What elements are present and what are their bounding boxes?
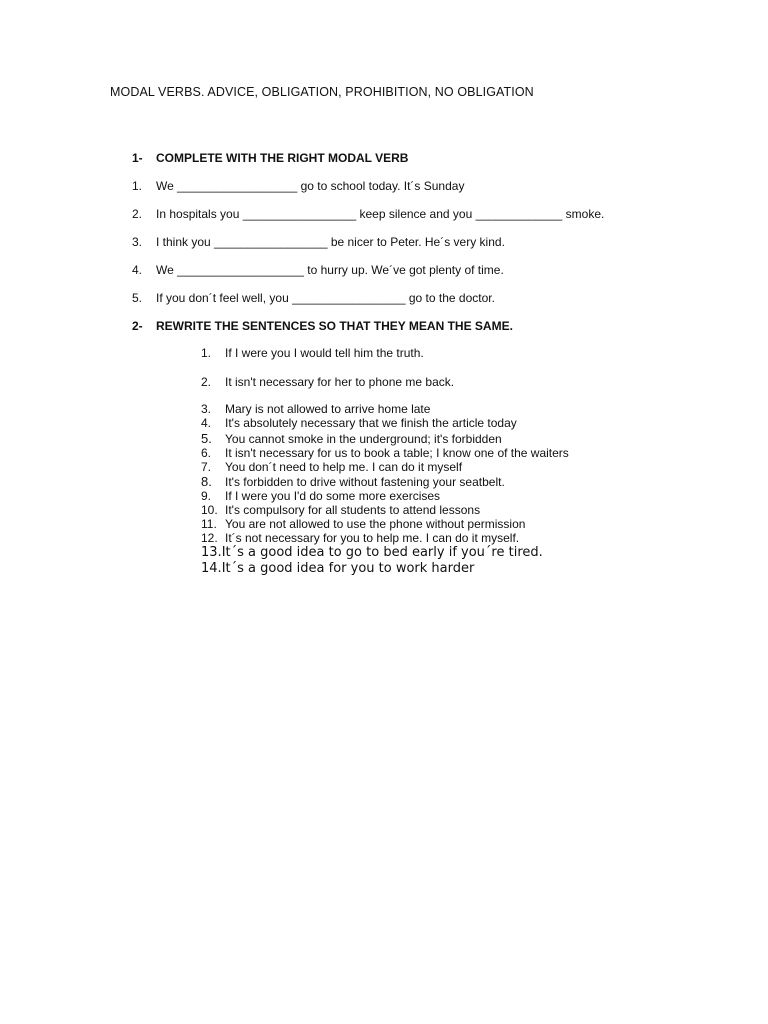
exercise-2-item — [201, 460, 462, 474]
exercise-2-item — [201, 489, 440, 503]
section-1-heading — [132, 151, 408, 165]
item-number: 4. — [132, 263, 143, 277]
item-number: 4. — [201, 416, 212, 430]
exercise-2-item — [201, 346, 424, 360]
item-text: If I were you I would tell him the truth. — [225, 346, 424, 360]
item-text: It's absolutely necessary that we finish the article today — [225, 416, 517, 430]
page-title: MODAL VERBS. ADVICE, OBLIGATION, PROHIBITION, NO OBLIGATION — [110, 85, 534, 99]
item-text: It's compulsory for all students to attend lessons — [225, 503, 481, 517]
exercise-1-item — [132, 263, 504, 277]
item-text: We ___________________ to hurry up. We´ve got plenty of time. — [156, 263, 504, 277]
exercise-2-item — [201, 531, 519, 545]
exercise-1-item — [132, 179, 464, 193]
exercise-2-item — [201, 402, 430, 416]
exercise-1-item — [132, 207, 604, 221]
item-number: 14. — [201, 561, 222, 576]
item-number: 11. — [201, 517, 217, 531]
exercise-2-item — [201, 431, 502, 446]
item-text: I think you _________________ be nicer to Peter. He´s very kind. — [156, 235, 505, 249]
item-text: Mary is not allowed to arrive home late — [225, 402, 431, 416]
item-number: 6. — [201, 446, 212, 460]
item-number: 2. — [132, 207, 143, 221]
item-number: 8. — [201, 474, 212, 489]
exercise-1-item — [132, 291, 495, 305]
item-number: 12. — [201, 531, 218, 545]
item-number: 3. — [201, 402, 212, 416]
exercise-2-item — [201, 446, 569, 460]
item-text: It´s a good idea to go to bed early if you´re tired. — [221, 545, 543, 560]
item-text: It isn't necessary for her to phone me back. — [225, 375, 455, 389]
exercise-2-item — [201, 416, 517, 430]
section-2-heading — [132, 319, 513, 333]
item-text: It´s not necessary for you to help me. I can do it myself. — [225, 531, 520, 545]
item-number: 9. — [201, 489, 212, 503]
item-text: You don´t need to help me. I can do it myself — [225, 460, 463, 474]
section-1-number: 1- — [132, 151, 143, 165]
exercise-2-item — [201, 517, 525, 531]
section-1-title: COMPLETE WITH THE RIGHT MODAL VERB — [156, 151, 409, 165]
section-2-number: 2- — [132, 319, 143, 333]
item-text: It´s a good idea for you to work harder — [221, 561, 475, 576]
item-text: You cannot smoke in the underground; it's forbidden — [225, 432, 502, 446]
item-number: 1. — [132, 179, 143, 193]
item-text: It's forbidden to drive without fastening your seatbelt. — [225, 475, 505, 489]
item-number: 13. — [201, 545, 222, 560]
exercise-2-item — [201, 545, 543, 560]
item-number: 5. — [132, 291, 143, 305]
item-text: If I were you I'd do some more exercises — [225, 489, 441, 503]
exercise-2-item — [201, 561, 474, 576]
item-text: You are not allowed to use the phone without permission — [225, 517, 526, 531]
item-text: If you don´t feel well, you _________________ go to the doctor. — [156, 291, 495, 305]
exercise-2-item — [201, 503, 480, 517]
item-text: We __________________ go to school today. It´s Sunday — [156, 179, 465, 193]
exercise-1-item — [132, 235, 505, 249]
section-2-title: REWRITE THE SENTENCES SO THAT THEY MEAN THE SAME. — [156, 319, 513, 333]
item-number: 3. — [132, 235, 143, 249]
item-text: It isn't necessary for us to book a table; I know one of the waiters — [225, 446, 569, 460]
item-number: 10. — [201, 503, 218, 517]
item-number: 1. — [201, 346, 212, 360]
item-number: 2. — [201, 375, 212, 389]
exercise-2-item — [201, 375, 454, 389]
item-number: 5. — [201, 431, 212, 446]
exercise-2-item — [201, 474, 505, 489]
item-text: In hospitals you _________________ keep silence and you _____________ smoke. — [156, 207, 605, 221]
item-number: 7. — [201, 460, 212, 474]
